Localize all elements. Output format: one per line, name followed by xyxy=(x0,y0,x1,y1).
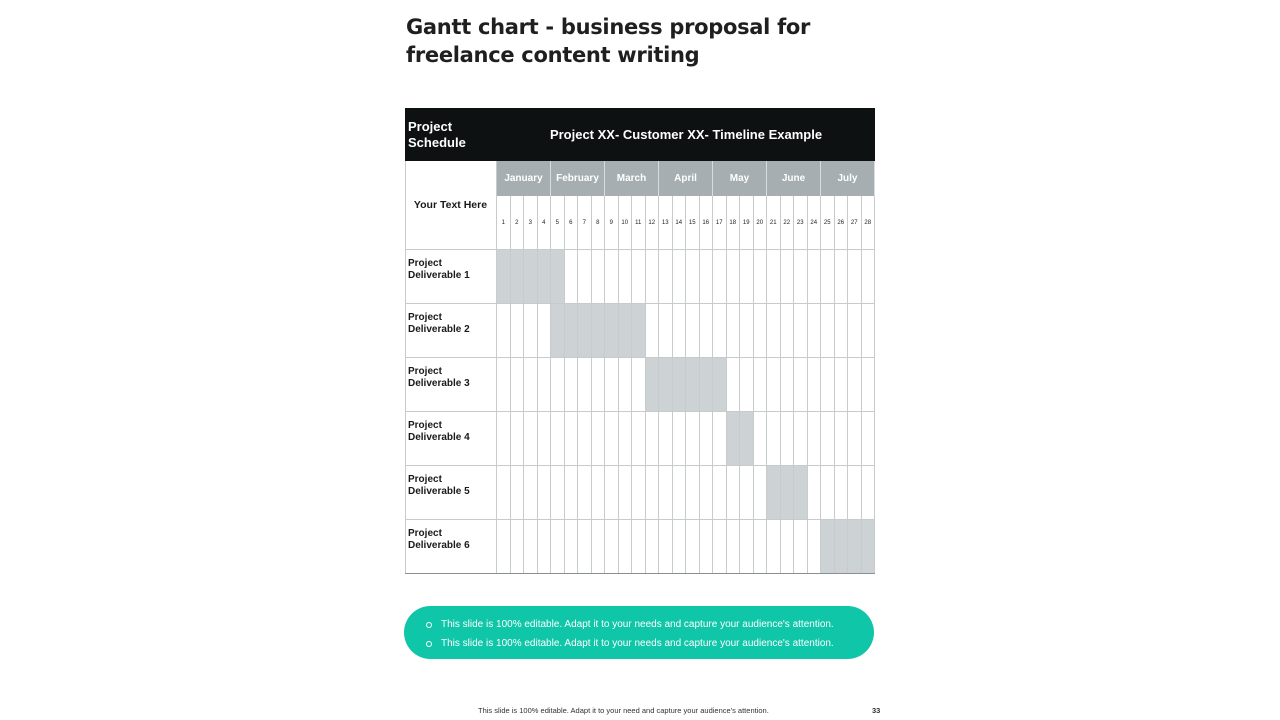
week-number: 16 xyxy=(700,196,714,249)
gantt-cell xyxy=(821,250,835,303)
week-number: 14 xyxy=(673,196,687,249)
gantt-cell xyxy=(821,304,835,357)
deliverable-label-line-1: Project xyxy=(408,528,442,539)
gantt-cell xyxy=(835,250,849,303)
gantt-cell xyxy=(551,520,565,573)
gantt-cell xyxy=(578,412,592,465)
gantt-cell xyxy=(835,412,849,465)
month-label-april: April xyxy=(659,161,713,196)
gantt-cell xyxy=(497,412,511,465)
gantt-cell xyxy=(632,520,646,573)
gantt-cell xyxy=(781,412,795,465)
deliverable-label-line-2: Deliverable 6 xyxy=(408,540,470,551)
gantt-cell xyxy=(767,304,781,357)
gantt-cell xyxy=(565,520,579,573)
gantt-cell xyxy=(686,304,700,357)
gantt-cell xyxy=(835,304,849,357)
gantt-bar-cell xyxy=(551,304,565,357)
month-label-march: March xyxy=(605,161,659,196)
gantt-cell xyxy=(673,250,687,303)
week-number: 1 xyxy=(497,196,511,249)
gantt-cell xyxy=(740,520,754,573)
gantt-cell xyxy=(808,520,822,573)
deliverable-row xyxy=(405,249,875,303)
note-item xyxy=(426,615,874,634)
gantt-bar-cell xyxy=(794,466,808,519)
gantt-cell xyxy=(646,466,660,519)
deliverable-row xyxy=(405,303,875,357)
deliverable-label-line-1: Project xyxy=(408,312,442,323)
deliverable-row xyxy=(405,465,875,519)
deliverable-label-line-1: Project xyxy=(408,366,442,377)
week-number: 2 xyxy=(511,196,525,249)
gantt-cell xyxy=(538,304,552,357)
gantt-cell xyxy=(511,412,525,465)
deliverable-row xyxy=(405,411,875,465)
gantt-cell xyxy=(740,358,754,411)
gantt-cell xyxy=(686,520,700,573)
project-schedule-header-line-1: Project xyxy=(408,119,453,134)
week-number: 3 xyxy=(524,196,538,249)
week-number: 26 xyxy=(835,196,849,249)
week-number: 8 xyxy=(592,196,606,249)
deliverable-rows xyxy=(405,249,875,574)
gantt-cell xyxy=(794,304,808,357)
deliverable-label-line-1: Project xyxy=(408,420,442,431)
month-label-june: June xyxy=(767,161,821,196)
gantt-cell xyxy=(538,358,552,411)
gantt-cell xyxy=(673,304,687,357)
gantt-cell xyxy=(646,250,660,303)
gantt-cell xyxy=(767,250,781,303)
gantt-cell xyxy=(592,520,606,573)
gantt-cell xyxy=(511,466,525,519)
gantt-bar-cell xyxy=(497,250,511,303)
gantt-cell xyxy=(605,358,619,411)
gantt-bar-cell xyxy=(605,304,619,357)
page-title-line-1: Gantt chart - business proposal for xyxy=(406,15,811,39)
gantt-cell xyxy=(659,304,673,357)
gantt-cell xyxy=(808,304,822,357)
gantt-cell xyxy=(524,412,538,465)
gantt-cell xyxy=(686,250,700,303)
week-number: 10 xyxy=(619,196,633,249)
gantt-cell xyxy=(511,520,525,573)
week-number: 5 xyxy=(551,196,565,249)
gantt-cell xyxy=(713,412,727,465)
gantt-cell xyxy=(565,358,579,411)
gantt-cell xyxy=(565,412,579,465)
gantt-cell xyxy=(619,466,633,519)
gantt-bar-cell xyxy=(713,358,727,411)
month-label-february: February xyxy=(551,161,605,196)
gantt-bar-cell xyxy=(781,466,795,519)
deliverable-label-line-1: Project xyxy=(408,474,442,485)
week-number: 15 xyxy=(686,196,700,249)
gantt-bar-cell xyxy=(565,304,579,357)
gantt-cell xyxy=(605,412,619,465)
gantt-cell xyxy=(497,466,511,519)
gantt-bar-cell xyxy=(740,412,754,465)
gantt-cell xyxy=(862,412,876,465)
gantt-bar-cell xyxy=(862,520,876,573)
gantt-bottom-border xyxy=(405,573,875,574)
hollow-circle-bullet-icon xyxy=(426,641,432,647)
gantt-cell xyxy=(524,304,538,357)
page-title-line-2: freelance content writing xyxy=(406,43,700,67)
gantt-cell xyxy=(497,520,511,573)
gantt-cell xyxy=(619,250,633,303)
gantt-cell xyxy=(713,466,727,519)
gantt-cell xyxy=(646,520,660,573)
gantt-cell xyxy=(808,412,822,465)
gantt-bar-cell xyxy=(524,250,538,303)
week-number: 11 xyxy=(632,196,646,249)
deliverable-row xyxy=(405,519,875,573)
week-number: 23 xyxy=(794,196,808,249)
gantt-cell xyxy=(848,304,862,357)
timeline-header: Project XX- Customer XX- Timeline Example xyxy=(497,108,875,161)
gantt-cell xyxy=(524,466,538,519)
gantt-cell xyxy=(619,412,633,465)
week-number: 22 xyxy=(781,196,795,249)
gantt-cell xyxy=(659,250,673,303)
gantt-cell xyxy=(605,520,619,573)
gantt-cell xyxy=(511,358,525,411)
your-text-here-cell: Your Text Here xyxy=(405,161,497,249)
week-number: 28 xyxy=(862,196,876,249)
gantt-cell xyxy=(619,520,633,573)
gantt-cell xyxy=(700,304,714,357)
gantt-chart xyxy=(405,108,875,574)
gantt-bar-cell xyxy=(538,250,552,303)
gantt-cell xyxy=(754,466,768,519)
gantt-cell xyxy=(551,466,565,519)
gantt-cell xyxy=(524,358,538,411)
deliverable-label xyxy=(405,520,497,573)
gantt-cell xyxy=(551,358,565,411)
gantt-bar-cell xyxy=(821,520,835,573)
gantt-cell xyxy=(578,250,592,303)
gantt-cell xyxy=(605,250,619,303)
deliverable-label xyxy=(405,466,497,519)
week-number: 6 xyxy=(565,196,579,249)
gantt-cell xyxy=(767,412,781,465)
week-number: 21 xyxy=(767,196,781,249)
gantt-cell xyxy=(781,304,795,357)
gantt-cell xyxy=(538,520,552,573)
gantt-cell xyxy=(524,520,538,573)
gantt-cell xyxy=(659,412,673,465)
gantt-cell xyxy=(659,466,673,519)
gantt-left-border xyxy=(405,161,406,573)
gantt-cell xyxy=(497,304,511,357)
gantt-cell xyxy=(632,412,646,465)
gantt-bar-cell xyxy=(727,412,741,465)
gantt-cell xyxy=(767,520,781,573)
gantt-cell xyxy=(835,466,849,519)
gantt-cell xyxy=(700,466,714,519)
gantt-cell xyxy=(538,412,552,465)
gantt-cell xyxy=(794,250,808,303)
gantt-cell xyxy=(686,466,700,519)
gantt-bar-cell xyxy=(700,358,714,411)
hollow-circle-bullet-icon xyxy=(426,622,432,628)
gantt-cell xyxy=(632,250,646,303)
gantt-bar-cell xyxy=(659,358,673,411)
gantt-cell xyxy=(646,412,660,465)
gantt-cell xyxy=(700,520,714,573)
gantt-cell xyxy=(821,466,835,519)
project-schedule-header xyxy=(405,108,497,161)
gantt-bar-cell xyxy=(551,250,565,303)
deliverable-label xyxy=(405,250,497,303)
gantt-cell xyxy=(673,412,687,465)
note-text: This slide is 100% editable. Adapt it to your needs and capture your audience's attention. xyxy=(441,638,834,649)
gantt-cell xyxy=(754,250,768,303)
week-number: 13 xyxy=(659,196,673,249)
month-label-january: January xyxy=(497,161,551,196)
week-number-row xyxy=(497,196,875,249)
gantt-cell xyxy=(551,412,565,465)
gantt-bar-cell xyxy=(767,466,781,519)
deliverable-label-line-2: Deliverable 5 xyxy=(408,486,470,497)
gantt-cell xyxy=(754,358,768,411)
deliverable-label-line-2: Deliverable 4 xyxy=(408,432,470,443)
gantt-cell xyxy=(808,466,822,519)
deliverable-row xyxy=(405,357,875,411)
gantt-cell xyxy=(727,304,741,357)
page-number: 33 xyxy=(872,706,881,715)
notes-callout xyxy=(404,606,874,659)
gantt-cell xyxy=(754,412,768,465)
gantt-cell xyxy=(686,412,700,465)
gantt-cell xyxy=(848,412,862,465)
gantt-cell xyxy=(808,358,822,411)
project-schedule-header-line-2: Schedule xyxy=(408,135,466,150)
month-header-row xyxy=(497,161,875,196)
gantt-cell xyxy=(727,466,741,519)
gantt-cell xyxy=(754,304,768,357)
gantt-cell xyxy=(673,466,687,519)
gantt-cell xyxy=(821,412,835,465)
month-label-may: May xyxy=(713,161,767,196)
gantt-cell xyxy=(673,520,687,573)
gantt-bar-cell xyxy=(511,250,525,303)
deliverable-label xyxy=(405,304,497,357)
gantt-bar-cell xyxy=(646,358,660,411)
gantt-cell xyxy=(781,520,795,573)
gantt-cell xyxy=(592,412,606,465)
gantt-cell xyxy=(592,250,606,303)
week-number: 24 xyxy=(808,196,822,249)
gantt-cell xyxy=(646,304,660,357)
gantt-cell xyxy=(592,358,606,411)
page-title xyxy=(406,13,846,69)
gantt-cell xyxy=(713,250,727,303)
gantt-cell xyxy=(700,412,714,465)
gantt-cell xyxy=(659,520,673,573)
gantt-bar-cell xyxy=(835,520,849,573)
gantt-cell xyxy=(821,358,835,411)
gantt-cell xyxy=(632,466,646,519)
deliverable-label-line-2: Deliverable 1 xyxy=(408,270,470,281)
deliverable-label xyxy=(405,358,497,411)
week-number: 17 xyxy=(713,196,727,249)
gantt-cell xyxy=(592,466,606,519)
gantt-cell xyxy=(727,358,741,411)
gantt-bar-cell xyxy=(619,304,633,357)
gantt-cell xyxy=(632,358,646,411)
gantt-bar-cell xyxy=(632,304,646,357)
gantt-cell xyxy=(578,466,592,519)
gantt-cell xyxy=(848,466,862,519)
gantt-cell xyxy=(578,520,592,573)
deliverable-label-line-2: Deliverable 3 xyxy=(408,378,470,389)
deliverable-label xyxy=(405,412,497,465)
gantt-cell xyxy=(497,358,511,411)
week-number: 25 xyxy=(821,196,835,249)
gantt-cell xyxy=(605,466,619,519)
gantt-cell xyxy=(862,466,876,519)
gantt-cell xyxy=(740,304,754,357)
gantt-cell xyxy=(794,358,808,411)
gantt-cell xyxy=(754,520,768,573)
gantt-cell xyxy=(767,358,781,411)
gantt-bar-cell xyxy=(592,304,606,357)
footer-text: This slide is 100% editable. Adapt it to your need and capture your audience's attention. xyxy=(478,706,769,715)
week-number: 12 xyxy=(646,196,660,249)
gantt-cell xyxy=(862,304,876,357)
deliverable-label-line-2: Deliverable 2 xyxy=(408,324,470,335)
week-number: 18 xyxy=(727,196,741,249)
gantt-cell xyxy=(794,412,808,465)
gantt-cell xyxy=(538,466,552,519)
gantt-cell xyxy=(862,250,876,303)
gantt-bar-cell xyxy=(686,358,700,411)
month-label-july: July xyxy=(821,161,875,196)
week-number: 20 xyxy=(754,196,768,249)
gantt-cell xyxy=(794,520,808,573)
gantt-cell xyxy=(700,250,714,303)
gantt-cell xyxy=(565,466,579,519)
gantt-cell xyxy=(862,358,876,411)
gantt-bar-cell xyxy=(848,520,862,573)
gantt-cell xyxy=(565,250,579,303)
gantt-cell xyxy=(511,304,525,357)
gantt-cell xyxy=(781,250,795,303)
gantt-cell xyxy=(740,250,754,303)
week-number: 7 xyxy=(578,196,592,249)
gantt-cell xyxy=(713,304,727,357)
note-text: This slide is 100% editable. Adapt it to your needs and capture your audience's attention. xyxy=(441,619,834,630)
gantt-cell xyxy=(740,466,754,519)
gantt-bar-cell xyxy=(578,304,592,357)
week-number: 27 xyxy=(848,196,862,249)
week-number: 19 xyxy=(740,196,754,249)
gantt-cell xyxy=(578,358,592,411)
gantt-cell xyxy=(781,358,795,411)
gantt-cell xyxy=(848,358,862,411)
gantt-cell xyxy=(727,520,741,573)
deliverable-label-line-1: Project xyxy=(408,258,442,269)
week-number: 4 xyxy=(538,196,552,249)
note-item xyxy=(426,634,874,653)
gantt-cell xyxy=(835,358,849,411)
week-number: 9 xyxy=(605,196,619,249)
gantt-bar-cell xyxy=(673,358,687,411)
gantt-cell xyxy=(713,520,727,573)
gantt-cell xyxy=(727,250,741,303)
gantt-cell xyxy=(808,250,822,303)
gantt-cell xyxy=(848,250,862,303)
gantt-cell xyxy=(619,358,633,411)
